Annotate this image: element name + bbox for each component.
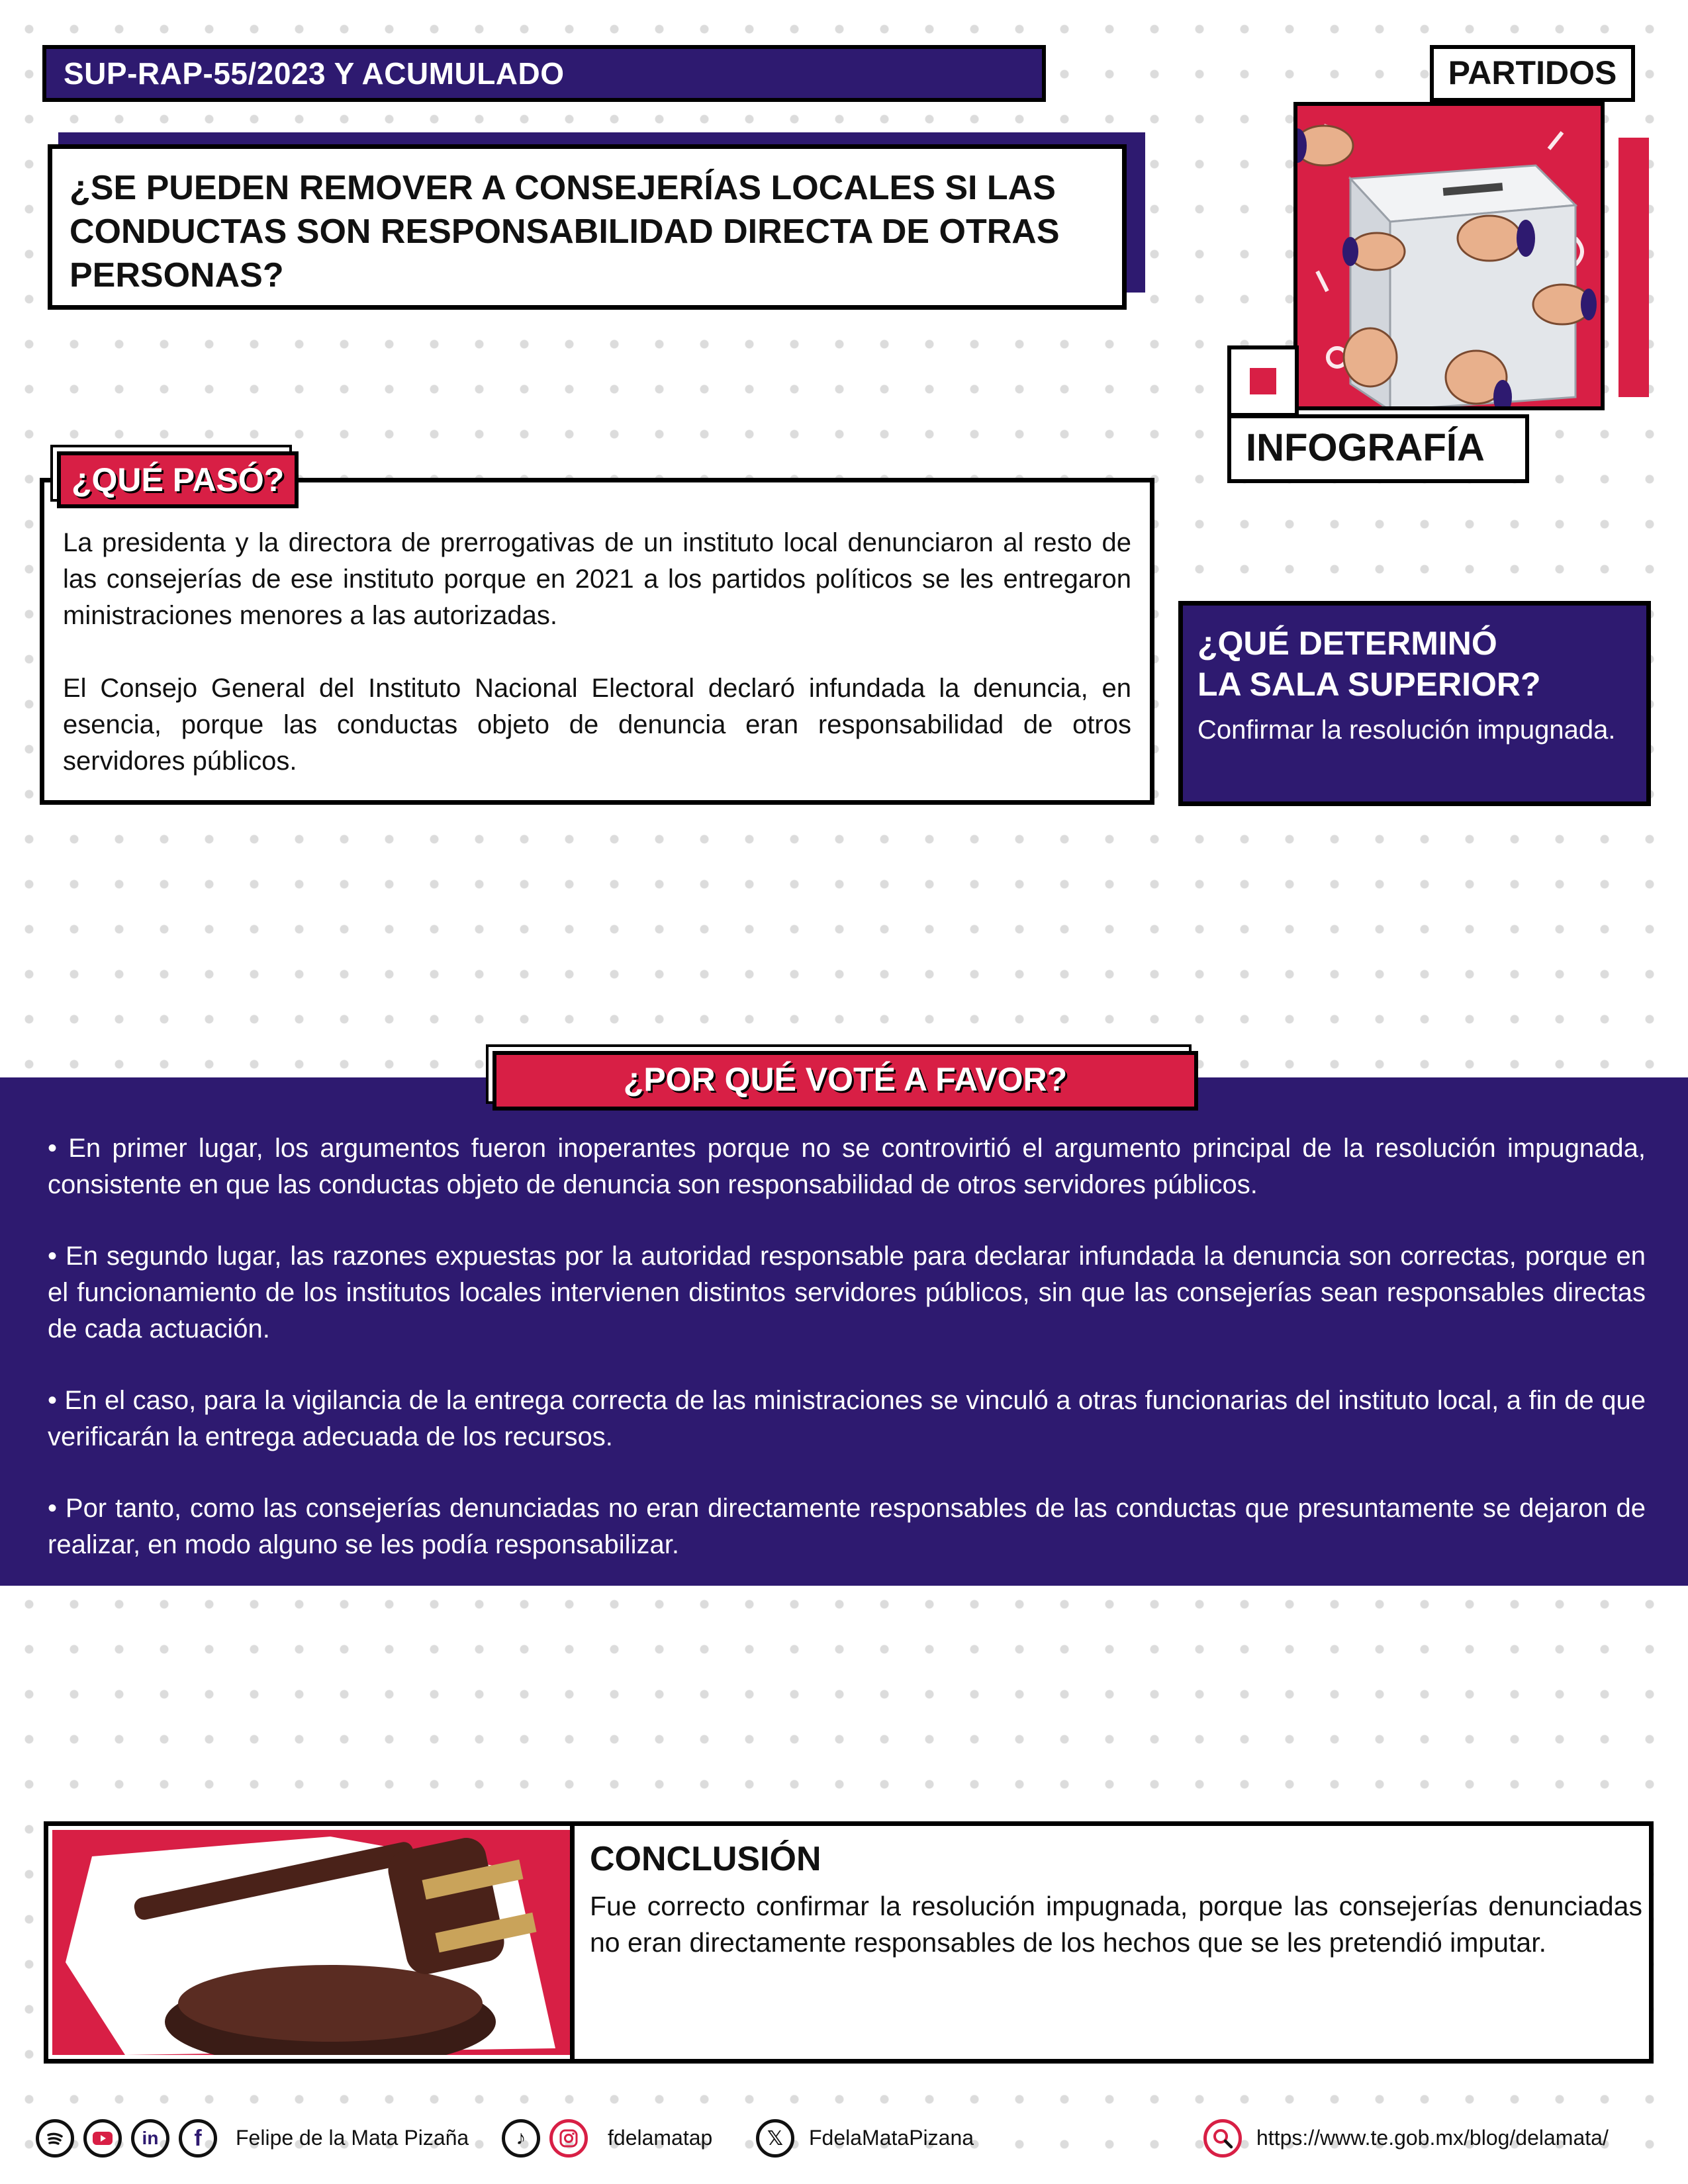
determination-box [1178, 601, 1651, 806]
ballot-box-illustration [1293, 102, 1605, 410]
what-happened-paragraph-1: La presidenta y la directora de prerrogativas de un instituto local denunciaron al resto de las consejerías de ese instituto porque en 2021 a los partidos políticos se les entregaron ministraciones menores a las autorizadas. [63, 528, 1131, 630]
footer-url[interactable]: https://www.te.gob.mx/blog/delamata/ [1256, 2126, 1609, 2150]
instagram-icon[interactable] [549, 2119, 588, 2158]
footer-handle: fdelamatap [608, 2126, 713, 2150]
x-icon[interactable]: 𝕏 [756, 2119, 794, 2158]
decorative-red-bar [1618, 138, 1649, 397]
conclusion-divider [570, 1826, 575, 2059]
youtube-icon[interactable] [83, 2119, 122, 2158]
conclusion-text: Fue correcto confirmar la resolución impugnada, porque las consejerías denunciadas no eran directamente responsables de los hechos que se les pretendió imputar. [590, 1891, 1642, 1958]
decorative-square-inner [1250, 368, 1276, 394]
facebook-icon[interactable]: f [179, 2119, 217, 2158]
vote-point-3: • En el caso, para la vigilancia de la entrega correcta de las ministraciones se vinculó a otras funcionarias del instituto local, a fin de que verificarán la entrega adecuada de los recursos. [48, 1386, 1646, 1451]
infografia-label: INFOGRAFÍA [1227, 414, 1529, 483]
conclusion-title: CONCLUSIÓN [590, 1840, 821, 1878]
tiktok-icon[interactable]: ♪ [502, 2119, 540, 2158]
determination-text: Confirmar la resolución impugnada. [1197, 715, 1616, 745]
vote-reasons-band [0, 1077, 1688, 1586]
vote-title: ¿POR QUÉ VOTÉ A FAVOR? [492, 1051, 1198, 1111]
vote-point-1: • En primer lugar, los argumentos fueron inoperantes porque no se controvirtió el argumento principal de la resolución impugnada, consistente en que las conductas objeto de denuncia son responsabilidad de otros servidores públicos. [48, 1134, 1646, 1199]
footer [0, 2105, 1688, 2184]
what-happened-box [40, 478, 1154, 805]
vote-point-4: • Por tanto, como las consejerías denunciadas no eran directamente responsables de las conductas que presuntamente se dejaron de realizar, en modo alguno se les podía responsabilizar. [48, 1494, 1646, 1559]
spotify-icon[interactable] [36, 2119, 74, 2158]
footer-name: Felipe de la Mata Pizaña [236, 2126, 469, 2150]
search-icon[interactable] [1203, 2119, 1242, 2158]
conclusion-box [44, 1821, 1654, 2064]
case-id-bar: SUP-RAP-55/2023 Y ACUMULADO [42, 45, 1046, 102]
partidos-label: PARTIDOS [1430, 45, 1635, 102]
footer-handle-x: FdelaMataPizana [809, 2126, 974, 2150]
determination-title-line-2: LA SALA SUPERIOR? [1197, 666, 1541, 703]
what-happened-paragraph-2: El Consejo General del Instituto Nacional Electoral declaró infundada la denuncia, en esencia, porque las conductas objeto de denuncia eran responsabilidad de otros servidores públicos. [63, 674, 1131, 776]
linkedin-icon[interactable]: in [131, 2119, 169, 2158]
question-heading: ¿SE PUEDEN REMOVER A CONSEJERÍAS LOCALES SI LAS CONDUCTAS SON RESPONSABILIDAD DIRECTA DE OTRAS PERSONAS? [48, 144, 1127, 310]
vote-point-2: • En segundo lugar, las razones expuestas por la autoridad responsable para declarar infundada la denuncia son correctas, porque en el funcionamiento de los institutos locales intervienen distintos servidores públicos, sin que las consejerías sean responsables directas de cada actuación. [48, 1242, 1646, 1343]
determination-title-line-1: ¿QUÉ DETERMINÓ [1197, 625, 1497, 662]
what-happened-title: ¿QUÉ PASÓ? [57, 451, 299, 508]
determination-title [1197, 623, 1632, 705]
gavel-illustration [52, 1830, 570, 2055]
